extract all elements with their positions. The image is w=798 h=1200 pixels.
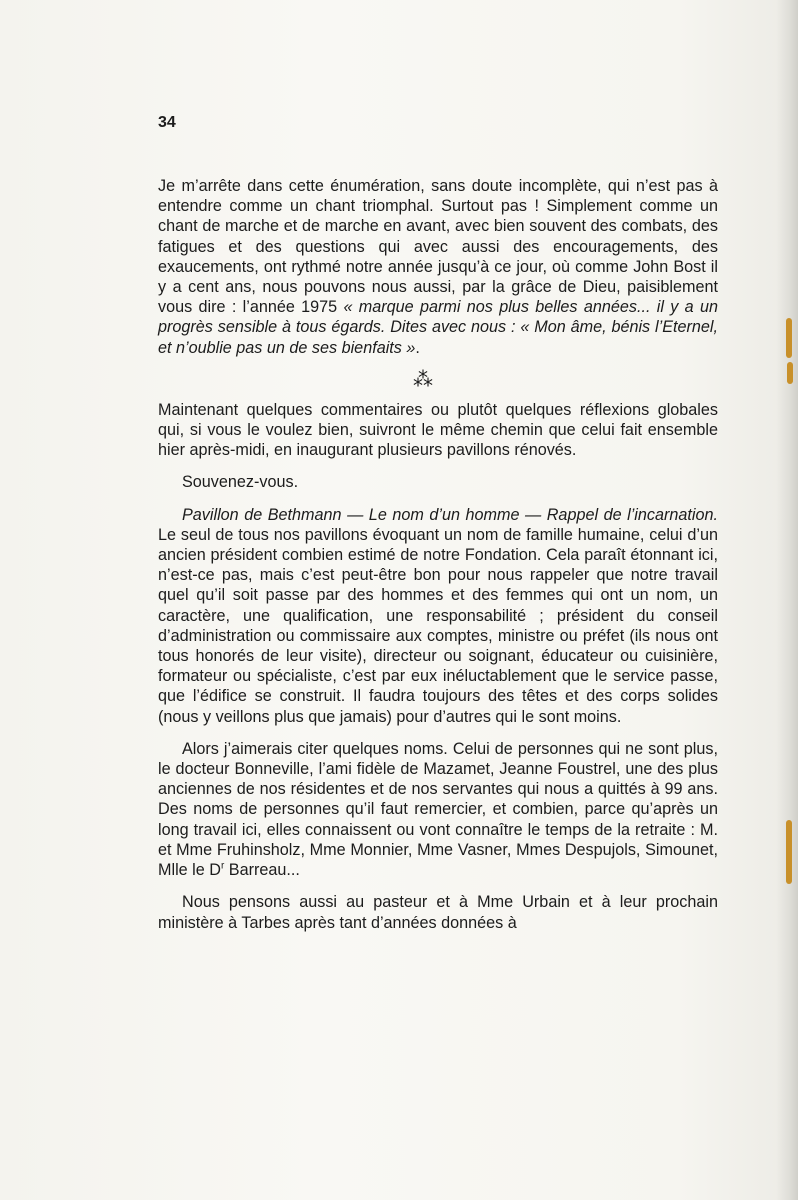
paragraph-5-text: Alors j’aimerais citer quelques noms. Celui de personnes qui ne sont plus, le docteur Bonneville, l’ami fidèle de Mazamet, Jeanne Foustrel, une des plus anciennes de nos résidentes et de nos servantes qui nous a quittés à 99 ans. Des noms de personnes qu’il faut remercier, et combien, parce qu’après un long travail ici, elles connaissent ou vont connaître le temps de la retraite : M. et Mme Fruhinsholz, Mme Monnier, Mme Vasner, Mmes Despujols, Simounet, Mlle le D xyxy=(158,739,718,880)
paragraph-1-quote: « marque parmi nos plus belles années... il y a un progrès sensible à tous égards. Dites avec nous : « Mon âme, bénis l’Eternel, et n’oublie pas un de ses bienfaits » xyxy=(158,298,718,357)
paragraph-1-text: Je m’arrête dans cette énumération, sans doute incomplète, qui n’est pas à entendre comme un chant triomphal. Surtout pas ! Simplement comme un chant de marche et de marche en avant, avec bien souvent des combats, des fatigues et des questions qui avec aussi des encouragements, des exaucements, ont rythmé notre année jusqu’à ce jour, où comme John Bost il y a cent ans, nous pouvons nous aussi, par la grâce de Dieu, paisiblement vous dire : l’année 1975 xyxy=(158,177,718,317)
staple-mid xyxy=(787,362,793,384)
paragraph-5-superscript: r xyxy=(220,860,225,872)
paragraph-4-heading: Pavillon de Bethmann — Le nom d’un homme — Rappel de l’incarnation. xyxy=(182,505,718,524)
page-edge-shadow xyxy=(776,0,798,1200)
page-number: 34 xyxy=(158,114,176,131)
body-text xyxy=(158,176,718,933)
paragraph-6: Nous pensons aussi au pasteur et à Mme Urbain et à leur prochain ministère à Tarbes après tant d’années données à xyxy=(158,893,718,932)
staple-top xyxy=(786,318,792,358)
paragraph-4-text: Le seul de tous nos pavillons évoquant un nom de famille humaine, celui d’un ancien président combien estimé de notre Fondation. Cela paraît étonnant ici, n’est-ce pas, mais c’est peut-être bon pour nous rappeler que notre travail quel qu’il soit passe par des hommes et des femmes qui ont un nom, un caractère, une qualification, une responsabilité ; président du conseil d’administration ou commissaire aux comptes, ministre ou préfet (ils nous ont tous honorés de leur visite), directeur ou soignant, éducateur ou cuisinière, formateur ou spécialiste, c’est par eux inéluctablement que le service passe, que l’édifice se construit. Il faudra toujours des têtes et des corps solides (nous y veillons plus que jamais) pour d’autres qui le sont moins. xyxy=(158,525,718,726)
paragraph-5 xyxy=(158,739,718,880)
paragraph-1 xyxy=(158,176,718,358)
paragraph-4 xyxy=(158,505,718,727)
paragraph-2: Maintenant quelques commentaires ou plutôt quelques réflexions globales qui, si vous le voulez bien, suivront le même chemin que celui fait ensemble hier après-midi, en inaugurant plusieurs pavillons rénovés. xyxy=(158,400,718,460)
paragraph-5-tail: Barreau... xyxy=(224,861,300,880)
paragraph-3: Souvenez-vous. xyxy=(182,473,299,492)
paragraph-1-end: . xyxy=(415,338,420,357)
staple-bottom xyxy=(786,820,792,884)
section-divider: ⁂ xyxy=(413,368,433,391)
